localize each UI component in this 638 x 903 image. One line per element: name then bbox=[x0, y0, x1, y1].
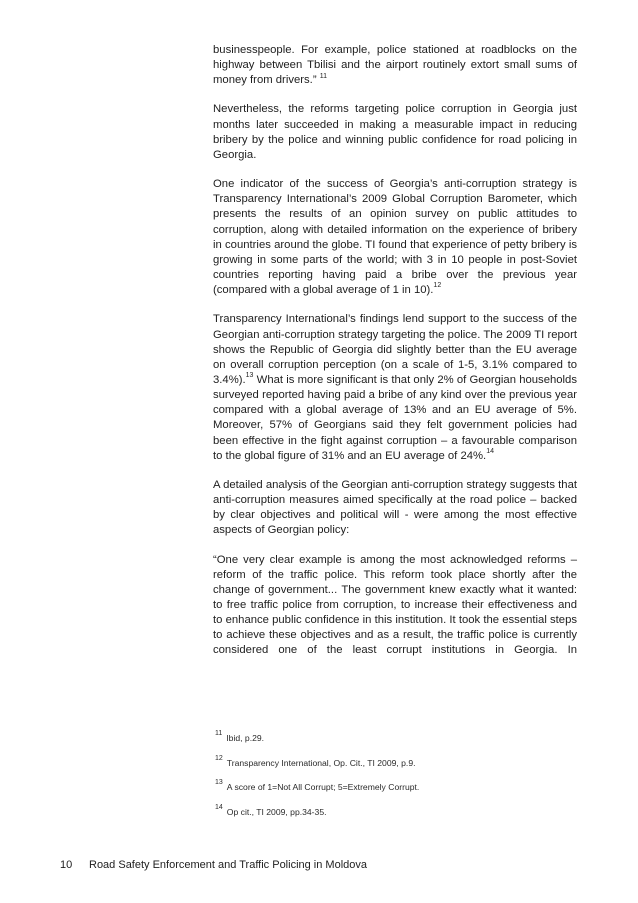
footnote-reference[interactable]: 12 bbox=[433, 282, 442, 290]
main-text bbox=[213, 43, 577, 673]
footnote-reference[interactable]: 11 bbox=[319, 72, 327, 80]
footnote bbox=[215, 803, 575, 818]
paragraph bbox=[213, 102, 577, 163]
paragraph-text: What is more significant is that only 2% of Georgian households surveyed reported having paid a bribe of any kind over the previous year compared with a global average of 13% and an EU average of 5%. Moreover, 57% of Georgians said they felt government policies had been effective in the fight against corruption – a favourable comparison to the global figure of 31% and an EU average of 24%. bbox=[213, 373, 577, 462]
paragraph-text: “One very clear example is among the most acknowledged reforms – reform of the traffic police. This reform took place shortly after the change of government... The government knew exactly what it wanted: to free traffic police from corruption, to increase their effectiveness and to enhance public confidence in this institution. It took the essential steps to achieve these objectives and as a result, the traffic police is currently considered one of the least corrupt institutions in Georgia. In bbox=[213, 553, 577, 657]
quotation-paragraph bbox=[213, 553, 577, 659]
footnote-text: Transparency International, Op. Cit., TI 2009, p.9. bbox=[226, 757, 416, 768]
footnote-text: Op cit., TI 2009, pp.34-35. bbox=[226, 806, 327, 817]
paragraph-text: Transparency International’s findings lend support to the success of the Georgian anti-corruption strategy targeting the police. The 2009 TI report shows the Republic of Georgia did slightly better than the EU average on overall corruption perception (on a scale of 1-5, 3.1% compared to 3.4%). bbox=[213, 313, 577, 386]
paragraph-text: Nevertheless, the reforms targeting police corruption in Georgia just months later succeeded in making a measurable impact in reducing bribery by the police and winning public confidence for road policing in Georgia. bbox=[213, 103, 577, 161]
footnotes bbox=[215, 730, 575, 831]
paragraph bbox=[213, 478, 577, 539]
footnote-number: 14 bbox=[215, 803, 223, 811]
footnote-reference[interactable]: 13 bbox=[245, 372, 254, 380]
page-number: 10 bbox=[60, 859, 73, 871]
paragraph bbox=[213, 312, 577, 464]
paragraph bbox=[213, 43, 577, 88]
footnote-text: Ibid, p.29. bbox=[226, 733, 265, 743]
footnote bbox=[215, 730, 575, 744]
running-title: Road Safety Enforcement and Traffic Policing in Moldova bbox=[89, 859, 368, 871]
paragraph-text: A detailed analysis of the Georgian anti-corruption strategy suggests that anti-corruption measures aimed specifically at the road police – backed by clear objectives and political will - were among the most effective aspects of Georgian policy: bbox=[213, 478, 577, 537]
footnote-text: A score of 1=Not All Corrupt; 5=Extremely Corrupt. bbox=[226, 782, 420, 792]
page-footer bbox=[60, 858, 367, 872]
paragraph-text: One indicator of the success of Georgia’s anti-corruption strategy is Transparency International’s 2009 Global Corruption Barometer, which presents the results of an opinion survey on public attitudes to corruption, along with detailed information on the experience of bribery in countries around the globe. TI found that experience of petty bribery is growing in some parts of the world; with 3 in 10 people in post-Soviet countries reporting having paid a bribe over the previous year (compared with a global average of 1 in 10). bbox=[213, 178, 577, 297]
paragraph bbox=[213, 177, 577, 298]
paragraph-text: businesspeople. For example, police stationed at roadblocks on the highway between Tbilisi and the airport routinely extort small sums of money from drivers.” bbox=[213, 44, 577, 87]
footnote-reference[interactable]: 14 bbox=[486, 447, 494, 455]
footnote bbox=[215, 779, 575, 793]
footnote-number: 13 bbox=[215, 779, 223, 787]
footnote bbox=[215, 754, 575, 769]
footnote-number: 11 bbox=[215, 730, 223, 738]
footnote-number: 12 bbox=[215, 754, 223, 762]
